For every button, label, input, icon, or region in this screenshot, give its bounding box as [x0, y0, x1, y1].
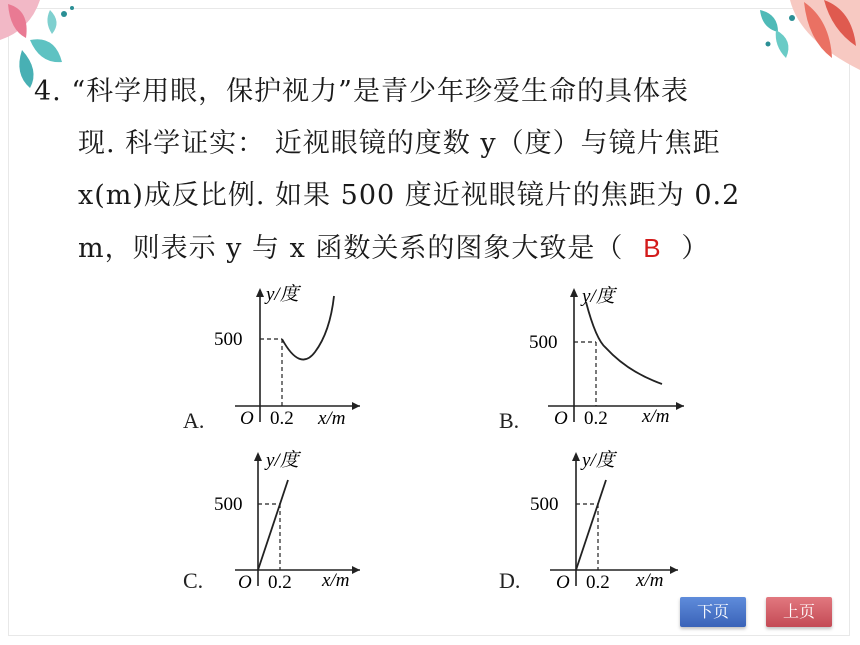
option-d-origin: O — [556, 572, 570, 593]
option-d-y-tick: 500 — [530, 494, 559, 515]
option-d-graph — [528, 446, 688, 600]
option-c-x-tick: 0.2 — [268, 572, 292, 593]
question-line-4 — [34, 222, 834, 275]
option-a-y-axis-label: y/度 — [266, 284, 299, 305]
question-line-4-text: m，则表示 y 与 x 函数关系的图象大致是（ — [78, 233, 624, 264]
option-b-x-axis-label: x/m — [642, 406, 670, 427]
option-d-x-tick: 0.2 — [586, 572, 610, 593]
option-b-origin: O — [554, 408, 568, 429]
option-a-y-tick: 500 — [214, 329, 243, 350]
question-line-2: 现. 科学证实： 近视眼镜的度数 y（度）与镜片焦距 — [78, 128, 721, 159]
option-d-x-axis-label: x/m — [636, 570, 664, 591]
close-paren: ） — [681, 233, 710, 264]
question-line-3: x(m)成反比例. 如果 500 度近视眼镜片的焦距为 0.2 — [78, 180, 741, 211]
option-c-x-axis-label: x/m — [322, 570, 350, 591]
option-a-x-axis-label: x/m — [318, 408, 346, 429]
option-b-y-tick: 500 — [529, 332, 558, 353]
option-c-origin: O — [238, 572, 252, 593]
option-c-y-axis-label: y/度 — [266, 450, 299, 471]
previous-page-button[interactable]: 上页 — [766, 597, 832, 627]
question-text — [34, 66, 834, 275]
option-a-x-tick: 0.2 — [270, 408, 294, 429]
option-d-y-axis-label: y/度 — [582, 450, 615, 471]
option-c-y-tick: 500 — [214, 494, 243, 515]
option-a-label: A. — [183, 408, 205, 433]
option-b-graph — [524, 282, 694, 436]
option-b-label: B. — [499, 408, 520, 433]
option-a-graph — [210, 282, 370, 436]
option-c-label: C. — [183, 568, 204, 593]
answer-text: B — [643, 233, 662, 263]
question-line-1: 4. “科学用眼，保护视力”是青少年珍爱生命的具体表 — [34, 76, 689, 107]
option-c-graph — [210, 446, 380, 600]
option-d-label: D. — [499, 568, 521, 593]
option-b-x-tick: 0.2 — [584, 408, 608, 429]
option-b-y-axis-label: y/度 — [582, 286, 615, 307]
option-a-origin: O — [240, 408, 254, 429]
next-page-button[interactable]: 下页 — [680, 597, 746, 627]
